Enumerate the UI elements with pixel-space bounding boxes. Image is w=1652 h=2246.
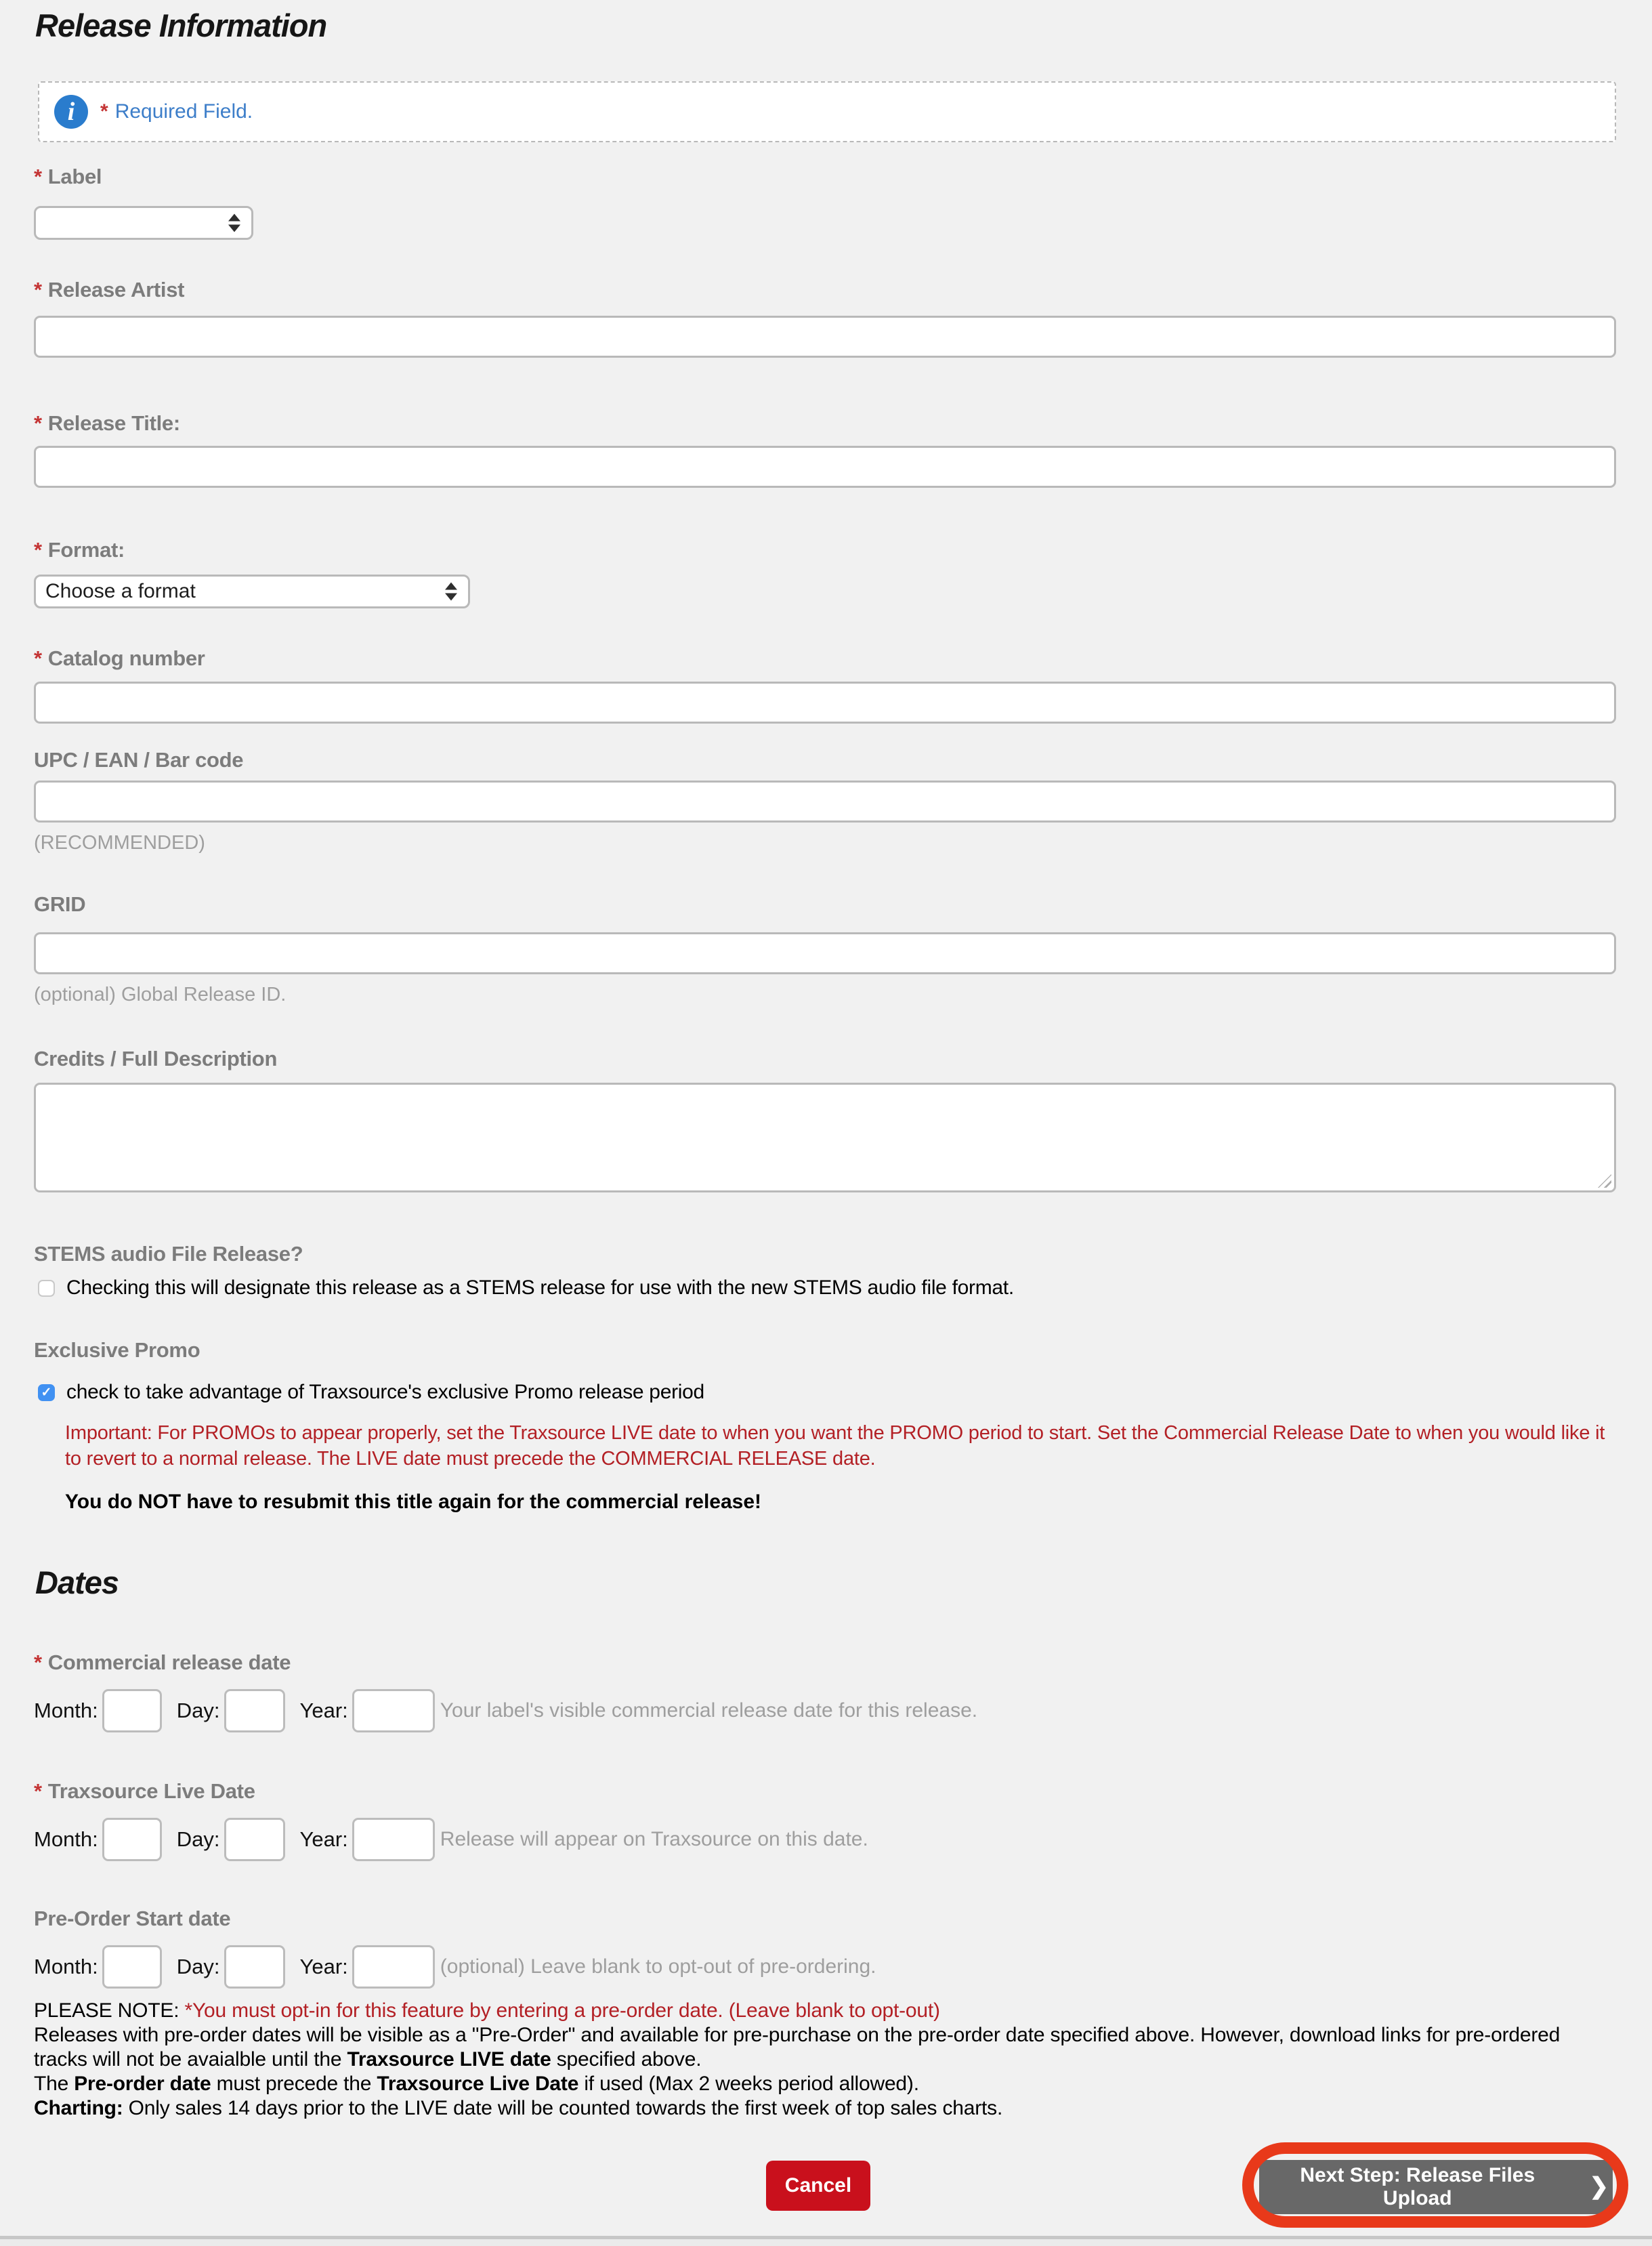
preorder-year-input[interactable] bbox=[352, 1945, 435, 1989]
preorder-date-helper: (optional) Leave blank to opt-out of pre-ordering. bbox=[440, 1955, 876, 1978]
next-step-button[interactable] bbox=[1259, 2160, 1613, 2214]
catalog-number-label: * Catalog number bbox=[34, 646, 205, 670]
stems-checkbox-label: Checking this will designate this release as a STEMS release for use with the new STEMS audio file format. bbox=[66, 1276, 1014, 1299]
live-date-row: Month: Day: Year: Release will appear on Traxsource on this date. bbox=[34, 1817, 868, 1862]
grid-input[interactable] bbox=[34, 932, 1616, 974]
live-year-input[interactable] bbox=[352, 1818, 435, 1861]
promo-checkbox[interactable] bbox=[38, 1384, 55, 1401]
promo-important-note: Important: For PROMOs to appear properly, set the Traxsource LIVE date to when you want the PROMO period to start. Set the Commercial Release Date to when you would like it to revert to a normal release. The LIVE date must precede the COMMERCIAL RELEASE date. bbox=[65, 1422, 1605, 1470]
required-field-banner bbox=[38, 81, 1616, 142]
upc-helper: (RECOMMENDED) bbox=[34, 832, 205, 854]
live-date-helper: Release will appear on Traxsource on this date. bbox=[440, 1828, 868, 1850]
release-title-input[interactable] bbox=[34, 446, 1616, 488]
exclusive-promo-heading: Exclusive Promo bbox=[34, 1338, 200, 1362]
dates-heading: Dates bbox=[35, 1564, 119, 1600]
promo-resubmit-note: You do NOT have to resubmit this title again for the commercial release! bbox=[65, 1491, 762, 1513]
grid-helper: (optional) Global Release ID. bbox=[34, 984, 287, 1005]
credits-textarea[interactable] bbox=[34, 1083, 1616, 1192]
please-note-line3: The Pre-order date must precede the Traxsource Live Date if used (Max 2 weeks period allowed). bbox=[34, 2073, 919, 2095]
select-arrows-icon bbox=[445, 583, 457, 601]
credits-textarea-wrap bbox=[34, 1083, 1616, 1192]
stems-checkbox-row bbox=[38, 1276, 1014, 1299]
required-field-note: * Required Field. bbox=[100, 100, 253, 123]
promo-checkbox-row bbox=[38, 1381, 704, 1404]
chevron-right-icon: ❯ bbox=[1589, 2174, 1609, 2199]
release-artist-label: * Release Artist bbox=[34, 278, 185, 301]
preorder-date-row: Month: Day: Year: (optional) Leave blank to opt-out of pre-ordering. bbox=[34, 1945, 876, 1989]
preorder-date-label: Pre-Order Start date bbox=[34, 1907, 231, 1930]
stems-checkbox[interactable] bbox=[38, 1280, 55, 1297]
catalog-number-input[interactable] bbox=[34, 682, 1616, 724]
preorder-day-input[interactable] bbox=[224, 1945, 285, 1989]
label-field-label: * Label bbox=[34, 165, 102, 188]
release-title-label: * Release Title: bbox=[34, 411, 180, 435]
commercial-date-label: * Commercial release date bbox=[34, 1650, 291, 1674]
select-arrows-icon bbox=[228, 214, 240, 232]
live-day-input[interactable] bbox=[224, 1818, 285, 1861]
commercial-month-input[interactable] bbox=[102, 1689, 162, 1732]
info-icon: i bbox=[54, 95, 88, 129]
live-month-input[interactable] bbox=[102, 1818, 162, 1861]
upc-input[interactable] bbox=[34, 781, 1616, 823]
please-note-line1: PLEASE NOTE: *You must opt-in for this feature by entering a pre-order date. (Leave blank to opt-out) bbox=[34, 1999, 940, 2022]
next-step-label: Next Step: Release Files Upload bbox=[1300, 2164, 1535, 2209]
format-label: * Format: bbox=[34, 538, 125, 562]
please-note-line4: Charting: Only sales 14 days prior to the LIVE date will be counted towards the first week of top sales charts. bbox=[34, 2097, 1003, 2119]
commercial-day-input[interactable] bbox=[224, 1689, 285, 1732]
format-select[interactable]: Choose a format bbox=[34, 575, 470, 608]
please-note-block bbox=[34, 1999, 1612, 2121]
page-title: Release Information bbox=[35, 7, 327, 43]
required-asterisk: * bbox=[100, 100, 108, 123]
grid-label: GRID bbox=[34, 892, 86, 916]
live-date-label: * Traxsource Live Date bbox=[34, 1779, 255, 1803]
commercial-year-input[interactable] bbox=[352, 1689, 435, 1732]
commercial-date-helper: Your label's visible commercial release date for this release. bbox=[440, 1699, 978, 1722]
release-artist-input[interactable] bbox=[34, 316, 1616, 358]
credits-label: Credits / Full Description bbox=[34, 1047, 278, 1070]
upc-label: UPC / EAN / Bar code bbox=[34, 748, 244, 772]
stems-heading: STEMS audio File Release? bbox=[34, 1242, 303, 1266]
preorder-month-input[interactable] bbox=[102, 1945, 162, 1989]
promo-checkbox-label: check to take advantage of Traxsource's exclusive Promo release period bbox=[66, 1381, 704, 1403]
footer-strip bbox=[0, 2239, 1652, 2246]
label-select[interactable] bbox=[34, 206, 253, 240]
please-note-line2: Releases with pre-order dates will be visible as a "Pre-Order" and available for pre-purchase on the pre-order date specified above. However, download links for pre-ordered tracks will not be avaialble until the Traxsource LIVE date specified above. bbox=[34, 2024, 1561, 2071]
commercial-date-row: Month: Day: Year: Your label's visible commercial release date for this release. bbox=[34, 1688, 977, 1733]
cancel-button[interactable]: Cancel bbox=[766, 2161, 870, 2211]
